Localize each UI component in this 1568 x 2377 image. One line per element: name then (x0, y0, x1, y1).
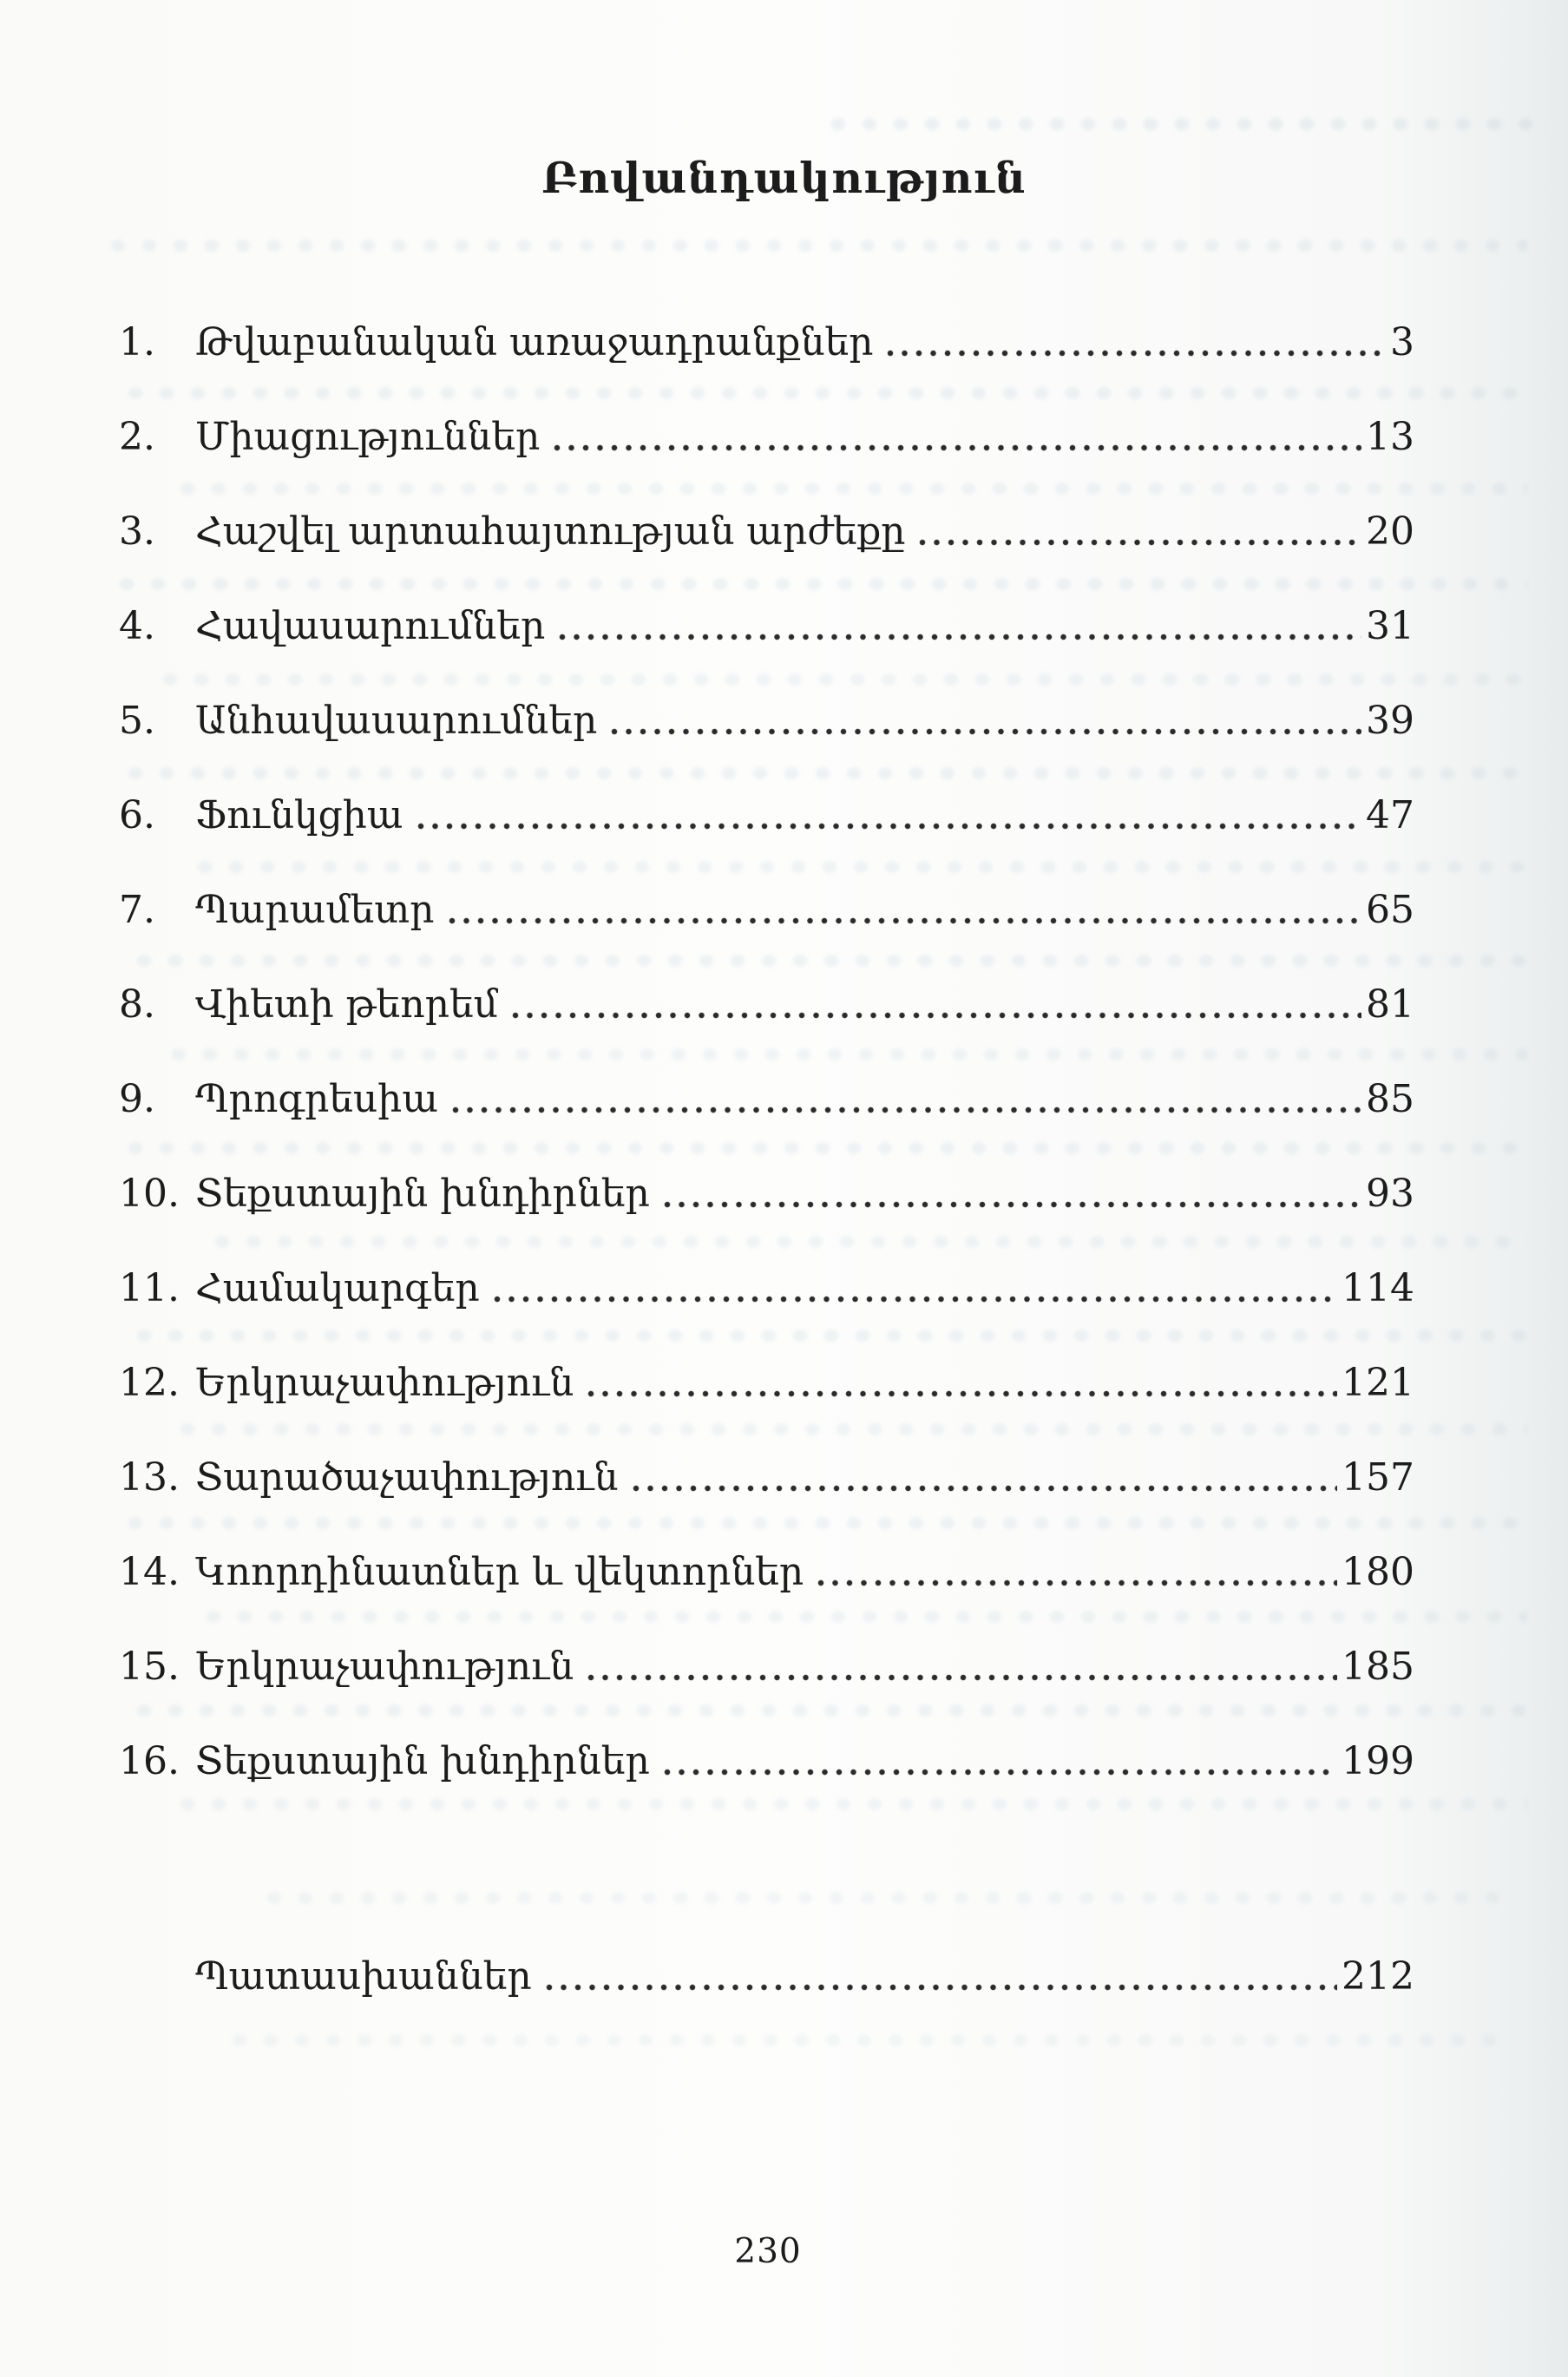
toc-entry (119, 1169, 1414, 1219)
toc-entry (119, 1547, 1414, 1598)
toc-entry-label: Պարամետր (195, 888, 435, 932)
toc-entry (119, 1074, 1414, 1125)
toc-entry-page: 114 (1342, 1266, 1414, 1310)
page-number: 230 (734, 2232, 802, 2271)
toc-entry-page: 65 (1366, 888, 1414, 932)
toc-entry-number: 5. (119, 699, 155, 743)
toc-entry (119, 601, 1414, 652)
toc-entry-number: 16. (119, 1739, 180, 1783)
toc-entry (119, 412, 1414, 463)
toc-entry (119, 507, 1414, 557)
dot-leader-icon (584, 1389, 1337, 1399)
toc-entry-page: 185 (1342, 1645, 1414, 1689)
toc-entry-page: 81 (1366, 982, 1414, 1027)
toc-entry-label: Տեքստային խնդիրներ (195, 1172, 650, 1216)
toc-entry-page: 121 (1342, 1361, 1414, 1405)
dot-leader-icon (915, 537, 1361, 548)
toc-entry-number: 9. (119, 1077, 155, 1121)
toc-entry-page: 31 (1366, 604, 1414, 648)
toc-entry-number: 3. (119, 509, 155, 554)
toc-entry-label: Տարածաչափություն (195, 1455, 619, 1500)
toc-entry-label: Պատասխաններ (195, 1954, 532, 1999)
bleedthrough-smudge (824, 111, 1545, 137)
toc-entry-page: 157 (1342, 1455, 1414, 1500)
toc-entry (119, 696, 1414, 746)
toc-entry-page: 13 (1366, 415, 1414, 459)
toc-list (119, 318, 1414, 2002)
bleedthrough-smudge (226, 2027, 1510, 2053)
toc-entry-number: 8. (119, 982, 155, 1027)
toc-entry-number: 7. (119, 888, 155, 932)
toc-entry-number: 2. (119, 415, 155, 459)
toc-entry-label: Կոորդինատներ և վեկտորներ (195, 1550, 804, 1594)
toc-entry-page: 212 (1342, 1954, 1414, 1999)
toc-entry-page: 93 (1366, 1172, 1414, 1216)
toc-entry-number: 12. (119, 1361, 180, 1405)
toc-entry-label: Հավասարումներ (195, 604, 546, 648)
dot-leader-icon (660, 1767, 1337, 1777)
dot-leader-icon (414, 821, 1362, 831)
toc-entry-number: 1. (119, 320, 155, 364)
toc-answers-entry (119, 1952, 1414, 2002)
toc-entry-number: 6. (119, 793, 155, 837)
dot-leader-icon (508, 1010, 1361, 1021)
dot-leader-icon (883, 348, 1386, 358)
toc-entry (119, 1358, 1414, 1408)
dot-leader-icon (660, 1199, 1361, 1210)
toc-entry-number: 14. (119, 1550, 180, 1594)
toc-entry-label: Ֆունկցիա (195, 793, 403, 837)
page-title: Բովանդակություն (541, 153, 1027, 203)
dot-leader-icon (445, 916, 1361, 926)
toc-entry (119, 791, 1414, 841)
dot-leader-icon (814, 1578, 1337, 1588)
toc-entry-label: Անհավասարումներ (195, 699, 598, 743)
toc-entry-number: 10. (119, 1172, 180, 1216)
toc-entry-label: Պրոգրեսիա (195, 1077, 438, 1121)
toc-entry-page: 20 (1366, 509, 1414, 554)
toc-entry-label: Միացություններ (195, 415, 541, 459)
dot-leader-icon (490, 1294, 1337, 1304)
toc-entry (119, 1642, 1414, 1692)
toc-entry-label: Վիետի թեորեմ (195, 982, 498, 1027)
dot-leader-icon (550, 443, 1361, 453)
dot-leader-icon (584, 1672, 1337, 1683)
toc-entry (119, 1737, 1414, 1787)
toc-entry-page: 3 (1390, 320, 1414, 364)
toc-entry-label: Թվաբանական առաջադրանքներ (195, 320, 874, 364)
toc-entry (119, 318, 1414, 368)
dot-leader-icon (607, 726, 1361, 737)
toc-entry-page: 39 (1366, 699, 1414, 743)
toc-entry-label: Երկրաչափություն (195, 1645, 574, 1689)
toc-entry-label: Տեքստային խնդիրներ (195, 1739, 650, 1783)
toc-entry-number: 13. (119, 1455, 180, 1500)
toc-entry (119, 1453, 1414, 1503)
toc-entry-page: 47 (1366, 793, 1414, 837)
toc-entry-page: 199 (1342, 1739, 1414, 1783)
dot-leader-icon (449, 1105, 1361, 1115)
toc-entry-label: Հաշվել արտահայտության արժեքը (195, 509, 906, 554)
dot-leader-icon (629, 1483, 1338, 1494)
toc-entry-page: 85 (1366, 1077, 1414, 1121)
toc-entry (119, 980, 1414, 1030)
toc-entry (119, 885, 1414, 936)
dot-leader-icon (542, 1982, 1337, 1993)
bleedthrough-smudge (104, 233, 1527, 259)
dot-leader-icon (555, 632, 1361, 642)
toc-entry-number: 4. (119, 604, 155, 648)
toc-entry-page: 180 (1342, 1550, 1414, 1594)
toc-entry-number: 11. (119, 1266, 180, 1310)
toc-entry-number: 15. (119, 1645, 180, 1689)
toc-entry-label: Համակարգեր (195, 1266, 480, 1310)
toc-entry-label: Երկրաչափություն (195, 1361, 574, 1405)
toc-entry (119, 1264, 1414, 1314)
